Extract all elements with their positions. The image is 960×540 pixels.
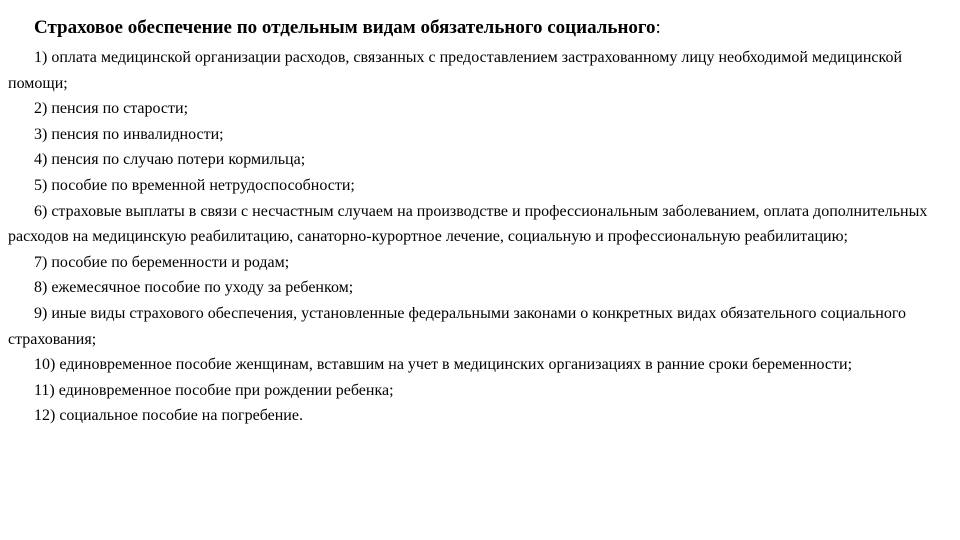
list-item: 9) иные виды страхового обеспечения, установленные федеральными законами о конкретных видах обязательного социального страхования;	[8, 304, 906, 348]
list-item: 12) социальное пособие на погребение.	[34, 407, 303, 425]
list-item: 8) ежемесячное пособие по уходу за ребенком;	[34, 279, 354, 297]
slide-title-text: Страховое обеспечение по отдельным видам обязательного социального	[34, 17, 656, 38]
list-item: 11) единовременное пособие при рождении ребенка;	[34, 381, 394, 399]
list-item: 1) оплата медицинской организации расходов, связанных с предоставлением застрахованному лицу необходимой медицинской помощи;	[8, 49, 903, 92]
list-item: 5) пособие по временной нетрудоспособности;	[34, 176, 355, 194]
list-item: 3) пенсия по инвалидности;	[34, 125, 224, 143]
list-item: 10) единовременное пособие женщинам, вставшим на учет в медицинских организациях в ранние сроки беременности;	[34, 356, 853, 374]
list-item: 6) страховые выплаты в связи с несчастным случаем на производстве и профессиональным заболеванием, оплата дополнительных расходов на медицинскую реабилитацию, санаторно-курортное лечение, социальную и профессиональную реабилитацию;	[8, 202, 928, 246]
list-item: 2) пенсия по старости;	[34, 100, 189, 118]
list-item: 4) пенсия по случаю потери кормильца;	[34, 151, 306, 169]
slide-title	[34, 16, 934, 40]
list-item: 7) пособие по беременности и родам;	[34, 253, 290, 271]
slide-title-colon: :	[655, 17, 661, 38]
benefits-list	[8, 45, 952, 429]
